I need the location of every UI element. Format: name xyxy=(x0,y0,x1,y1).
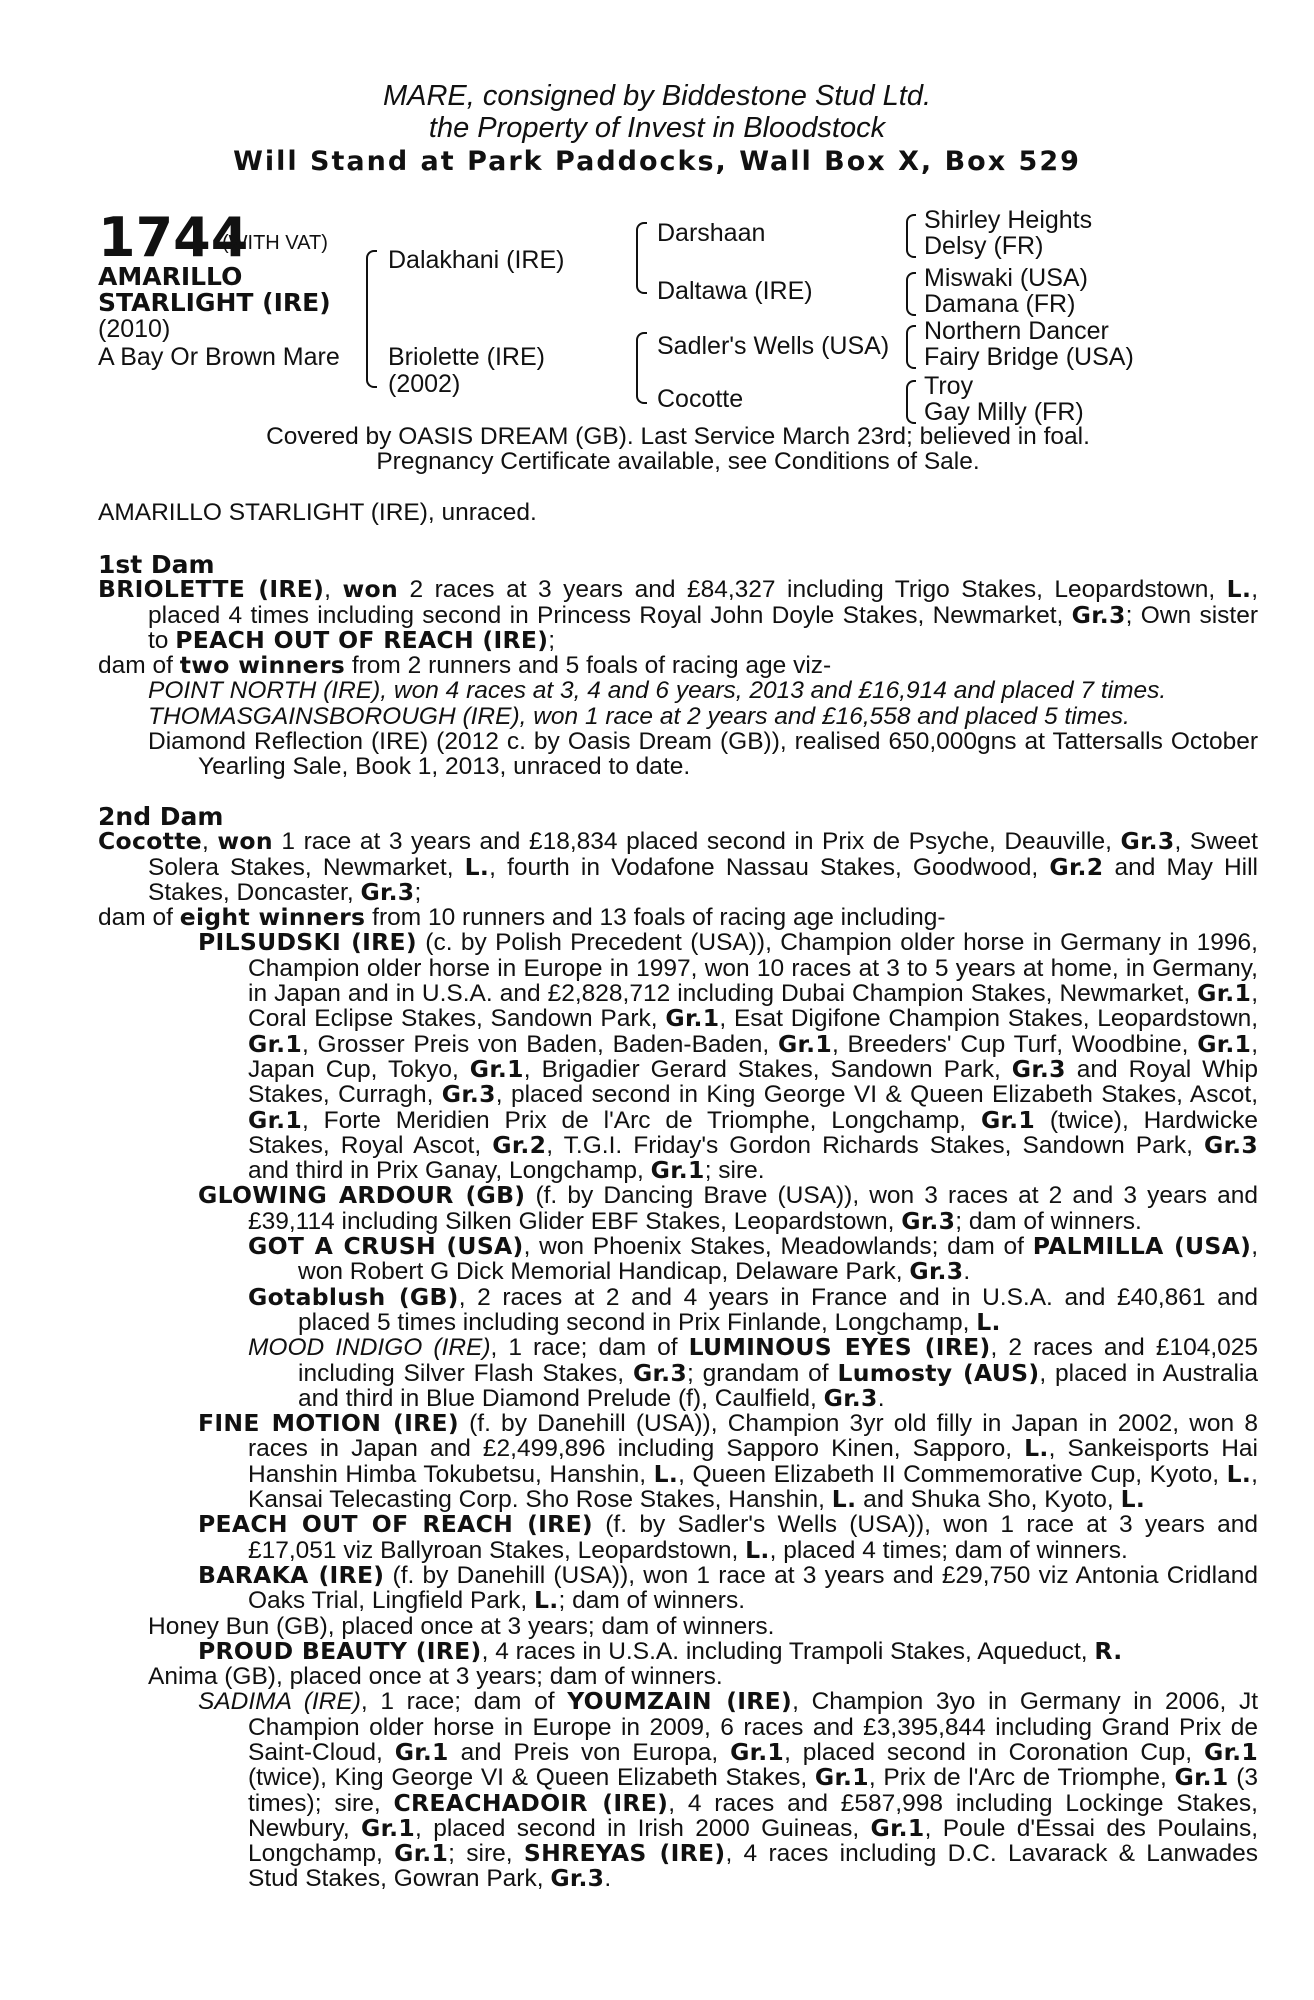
produce-diamond-reflection: Diamond Reflection (IRE) (2012 c. by Oasis Dream (GB)), realised 650,000gns at Tattersalls October Yearling Sale, Book 1, 2013, unraced to date. xyxy=(148,728,1258,781)
pedigree-brace xyxy=(906,214,916,258)
produce-gotablush: Gotablush (GB), 2 races at 2 and 4 years in France and in U.S.A. and £40,861 and placed 5 times including second in Prix Finlande, Longchamp, L. xyxy=(248,1282,1258,1336)
second-dam-section xyxy=(98,804,1258,1892)
pedigree-dam-dam: Cocotte xyxy=(657,385,744,413)
produce-fine-motion: FINE MOTION (IRE) (f. by Danehill (USA)), Champion 3yr old filly in Japan in 2002, won 8 races in Japan and £2,499,896 including Sapporo Kinen, Sapporo, L., Sankeisports Hai Hanshin Himba Tokubetsu, Hanshin, L., Queen Elizabeth II Commemorative Cup, Kyoto, L., Kansai Telecasting Corp. Sho Rose Stakes, Hanshin, L. and Shuka Sho, Kyoto, L. xyxy=(198,1409,1259,1514)
produce-proud-beauty: PROUD BEAUTY (IRE), 4 races in U.S.A. including Trampoli Stakes, Aqueduct, R. xyxy=(198,1636,1123,1665)
second-dam-produce-summary: dam of eight winners from 10 runners and 13 foals of racing age including- xyxy=(98,903,946,932)
horse-name-line1: AMARILLO xyxy=(98,262,243,291)
pedigree-dam: Briolette (IRE) xyxy=(388,343,545,371)
pedigree-sire-dam: Daltawa (IRE) xyxy=(657,277,813,305)
horse-name-line2: STARLIGHT (IRE) xyxy=(98,288,331,317)
stabling-line: Will Stand at Park Paddocks, Wall Box X, Box 529 xyxy=(233,146,1081,177)
produce-point-north: POINT NORTH (IRE), won 4 races at 3, 4 and 6 years, 2013 and £16,914 and placed 7 times. xyxy=(148,677,1167,705)
pedigree-sire: Dalakhani (IRE) xyxy=(388,246,565,274)
pedigree-brace xyxy=(366,250,377,388)
produce-sadima: SADIMA (IRE), 1 race; dam of YOUMZAIN (IRE), Champion 3yo in Germany in 2006, Jt Champion older horse in Europe in 2009, 6 races and £3,395,844 including Grand Prix de Saint-Cloud, Gr.1 and Preis von Europa, Gr.1, placed second in Coronation Cup, Gr.1 (twice), King George VI & Queen Elizabeth Stakes, Gr.1, Prix de l'Arc de Triomphe, Gr.1 (3 times); sire, CREACHADOIR (IRE), 4 races and £587,998 including Lockinge Stakes, Newbury, Gr.1, placed second in Irish 2000 Guineas, Gr.1, Poule d'Essai des Poulains, Longchamp, Gr.1; sire, SHREYAS (IRE), 4 races including D.C. Lavarack & Lanwades Stud Stakes, Gowran Park, Gr.3. xyxy=(198,1687,1259,1893)
covering-note xyxy=(98,424,1258,475)
first-dam-record: BRIOLETTE (IRE), won 2 races at 3 years and £84,327 including Trigo Stakes, Leopardstown, L., placed 4 times including second in Princess Royal John Doyle Stakes, Newmarket, Gr.3; Own sister to PEACH OUT OF REACH (IRE); xyxy=(98,575,1258,654)
produce-mood-indigo: MOOD INDIGO (IRE), 1 race; dam of LUMINOUS EYES (IRE), 2 races and £104,025 including Silver Flash Stakes, Gr.3; grandam of Lumosty (AUS), placed in Australia and third in Blue Diamond Prelude (f), Caulfield, Gr.3. xyxy=(248,1333,1259,1412)
first-dam-section xyxy=(98,552,1258,780)
produce-peach-out-of-reach: PEACH OUT OF REACH (IRE) (f. by Sadler's Wells (USA)), won 1 race at 3 years and £17,051 viz Ballyroan Stakes, Leopardstown, L., placed 4 times; dam of winners. xyxy=(198,1510,1258,1564)
pedigree-dam-sire: Sadler's Wells (USA) xyxy=(657,332,890,360)
property-line: the Property of Invest in Bloodstock xyxy=(428,112,886,144)
produce-anima: Anima (GB), placed once at 3 years; dam of winners. xyxy=(148,1663,723,1691)
produce-got-a-crush: GOT A CRUSH (USA), won Phoenix Stakes, Meadowlands; dam of PALMILLA (USA), won Robert G Dick Memorial Handicap, Delaware Park, Gr.3. xyxy=(248,1232,1258,1286)
produce-thomasgainsborough: THOMASGAINSBOROUGH (IRE), won 1 race at 2 years and £16,558 and placed 5 times. xyxy=(148,702,1130,730)
produce-glowing-ardour: GLOWING ARDOUR (GB) (f. by Dancing Brave (USA)), won 3 races at 2 and 3 years and £39,114 including Silken Glider EBF Stakes, Leopardstown, Gr.3; dam of winners. xyxy=(198,1181,1259,1235)
pedigree-dam-year: (2002) xyxy=(388,370,461,398)
pedigree-sire-sire: Darshaan xyxy=(657,219,766,247)
produce-honey-bun: Honey Bun (GB), placed once at 3 years; dam of winners. xyxy=(148,1612,775,1640)
pedigree-g1: Shirley Heights xyxy=(924,206,1093,234)
produce-pilsudski: PILSUDSKI (IRE) (c. by Polish Precedent (USA)), Champion older horse in Germany in 1996, Champion older horse in Europe in 1997, won 10 races at 3 to 5 years at home, in Germany, in Japan and in U.S.A. and £2,828,712 including Dubai Champion Stakes, Newmarket, Gr.1, Coral Eclipse Stakes, Sandown Park, Gr.1, Esat Digifone Champion Stakes, Leopardstown, Gr.1, Grosser Preis von Baden, Baden-Baden, Gr.1, Breeders' Cup Turf, Woodbine, Gr.1, Japan Cup, Tokyo, Gr.1, Brigadier Gerard Stakes, Sandown Park, Gr.3 and Royal Whip Stakes, Curragh, Gr.3, placed second in King George VI & Queen Elizabeth Stakes, Ascot, Gr.1, Forte Meridien Prix de l'Arc de Triomphe, Longchamp, Gr.1 (twice), Hardwicke Stakes, Royal Ascot, Gr.2, T.G.I. Friday's Gordon Richards Stakes, Sandown Park, Gr.3 and third in Prix Ganay, Longchamp, Gr.1; sire. xyxy=(198,928,1259,1185)
pedigree-brace xyxy=(636,332,647,404)
horse-year: (2010) xyxy=(98,315,171,343)
pedigree-g8: Gay Milly (FR) xyxy=(924,398,1084,426)
pedigree-brace xyxy=(636,222,647,294)
pedigree-brace xyxy=(906,272,916,316)
produce-baraka: BARAKA (IRE) (f. by Danehill (USA)), won 1 race at 3 years and £29,750 viz Antonia Cridland Oaks Trial, Lingfield Park, L.; dam of winners. xyxy=(198,1560,1258,1615)
covering-line2: Pregnancy Certificate available, see Conditions of Sale. xyxy=(376,448,980,476)
pedigree-brace xyxy=(906,325,916,369)
vat-note: (WITH VAT) xyxy=(222,232,328,254)
lot-number: 1744 xyxy=(98,206,249,269)
pedigree-g3: Miswaki (USA) xyxy=(924,264,1088,292)
pedigree-brace xyxy=(906,380,916,424)
first-dam-produce-summary: dam of two winners from 2 runners and 5 foals of racing age viz- xyxy=(98,651,832,680)
first-dam-heading: 1st Dam xyxy=(98,550,215,579)
horse-description: A Bay Or Brown Mare xyxy=(98,343,340,371)
intro-line: AMARILLO STARLIGHT (IRE), unraced. xyxy=(98,499,537,526)
second-dam-record: Cocotte, won 1 race at 3 years and £18,834 placed second in Prix de Psyche, Deauville, Gr.3, Sweet Solera Stakes, Newmarket, L., fourth in Vodafone Nassau Stakes, Goodwood, Gr.2 and May Hill Stakes, Doncaster, Gr.3; xyxy=(98,827,1258,906)
pedigree-g4: Damana (FR) xyxy=(924,290,1076,318)
consignor-line: MARE, consigned by Biddestone Stud Ltd. xyxy=(382,80,932,112)
pedigree-g6: Fairy Bridge (USA) xyxy=(924,343,1134,371)
pedigree-g2: Delsy (FR) xyxy=(924,232,1044,260)
covering-line1: Covered by OASIS DREAM (GB). Last Service March 23rd; believed in foal. xyxy=(266,423,1090,450)
pedigree-g7: Troy xyxy=(924,372,974,400)
pedigree-g5: Northern Dancer xyxy=(924,317,1109,345)
second-dam-heading: 2nd Dam xyxy=(98,802,224,831)
